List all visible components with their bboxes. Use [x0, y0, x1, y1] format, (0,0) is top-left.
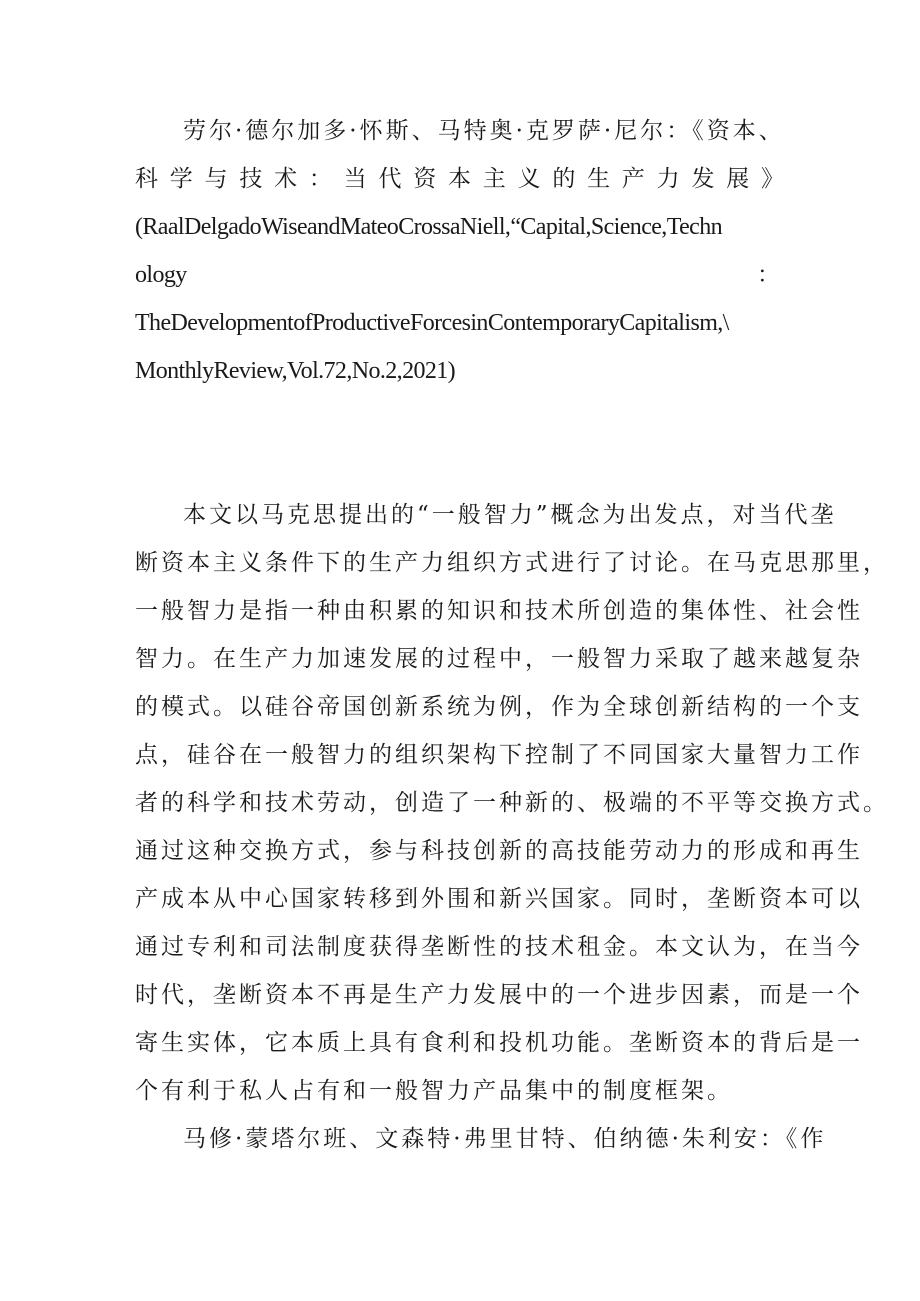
reference-1-line-6: MonthlyReview,Vol.72,No.2,2021): [135, 358, 456, 384]
abstract-line-7: 者的科学和技术劳动，创造了一种新的、极端的不平等交换方式。: [135, 790, 889, 816]
abstract-line-9: 产成本从中心国家转移到外围和新兴国家。同时，垄断资本可以: [135, 886, 863, 912]
abstract-line-2: 断资本主义条件下的生产力组织方式进行了讨论。在马克思那里，: [135, 550, 889, 576]
abstract-line-13: 个有利于私人占有和一般智力产品集中的制度框架。: [135, 1078, 733, 1104]
abstract-line-5: 的模式。以硅谷帝国创新系统为例，作为全球创新结构的一个支: [135, 694, 863, 720]
abstract-line-10: 通过专利和司法制度获得垄断性的技术租金。本文认为，在当今: [135, 934, 863, 960]
reference-1-line-5: TheDevelopmentofProductiveForcesinContemporaryCapitalism,\: [135, 310, 729, 336]
abstract-line-1: 本文以马克思提出的“一般智力”概念为出发点，对当代垄: [183, 502, 837, 528]
reference-1-colon: ：: [757, 262, 783, 288]
abstract-line-8: 通过这种交换方式，参与科技创新的高技能劳动力的形成和再生: [135, 838, 863, 864]
reference-1-line-4: ology: [135, 262, 187, 288]
reference-2-line-1: 马修·蒙塔尔班、文森特·弗里甘特、伯纳德·朱利安：《作: [183, 1126, 827, 1152]
abstract-line-3: 一般智力是指一种由积累的知识和技术所创造的集体性、社会性: [135, 598, 863, 624]
abstract-line-4: 智力。在生产力加速发展的过程中，一般智力采取了越来越复杂: [135, 646, 863, 672]
reference-1-line-1: 劳尔·德尔加多·怀斯、马特奥·克罗萨·尼尔：《资本、: [183, 118, 785, 144]
abstract-line-12: 寄生实体，它本质上具有食利和投机功能。垄断资本的背后是一: [135, 1030, 863, 1056]
reference-1-line-3: (RaalDelgadoWiseandMateoCrossaNiell,“Capital,Science,Techn: [135, 214, 722, 240]
abstract-line-6: 点，硅谷在一般智力的组织架构下控制了不同国家大量智力工作: [135, 742, 863, 768]
abstract-line-11: 时代，垄断资本不再是生产力发展中的一个进步因素，而是一个: [135, 982, 863, 1008]
reference-1-line-2: 科学与技术：当代资本主义的生产力发展》: [135, 166, 787, 192]
